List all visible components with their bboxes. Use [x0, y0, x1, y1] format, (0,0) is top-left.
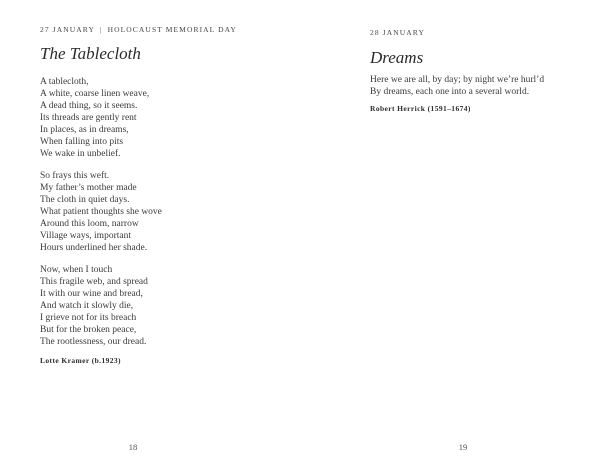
poem-line: By dreams, each one into a several world.	[370, 87, 530, 97]
poem-line: Village ways, important	[40, 231, 131, 241]
stanza	[40, 76, 162, 160]
poem-line: Here we are all, by day; by night we’re hurl’d	[370, 75, 545, 85]
right-author-credit: Robert Herrick (1591–1674)	[370, 104, 471, 113]
left-poem-title: The Tablecloth	[40, 44, 141, 63]
poem-line: A white, coarse linen weave,	[40, 89, 150, 99]
right-page-number: 19	[458, 442, 468, 452]
stanza	[370, 74, 544, 98]
poem-line: We wake in unbelief.	[40, 149, 121, 159]
poem-line: The cloth in quiet days.	[40, 195, 130, 205]
poem-line: The rootlessness, our dread.	[40, 337, 147, 347]
right-poem-body	[370, 74, 544, 108]
poem-line: So frays this weft.	[40, 171, 110, 181]
poem-line: This fragile web, and spread	[40, 277, 148, 287]
left-header-date: 27 JANUARY	[40, 25, 95, 34]
poem-line: A tablecloth,	[40, 77, 89, 87]
left-poem-body	[40, 76, 162, 358]
left-author-credit: Lotte Kramer (b.1923)	[40, 356, 121, 365]
right-poem-title: Dreams	[370, 48, 424, 67]
right-running-head	[370, 28, 425, 37]
poem-line: Hours underlined her shade.	[40, 243, 148, 253]
poem-line: Around this loom, narrow	[40, 219, 139, 229]
left-running-head	[40, 25, 237, 34]
poem-line: I grieve not for its breach	[40, 313, 137, 323]
poem-line: In places, as in dreams,	[40, 125, 129, 135]
left-page-number: 18	[128, 442, 138, 452]
stanza	[40, 170, 162, 254]
poem-line: When falling into pits	[40, 137, 124, 147]
poem-line: A dead thing, so it seems.	[40, 101, 138, 111]
poem-line: My father’s mother made	[40, 183, 137, 193]
poem-line: What patient thoughts she wove	[40, 207, 162, 217]
stanza	[40, 264, 162, 348]
poem-line: Its threads are gently rent	[40, 113, 137, 123]
left-header-occasion: HOLOCAUST MEMORIAL DAY	[107, 25, 237, 34]
poem-line: And watch it slowly die,	[40, 301, 134, 311]
poem-line: Now, when I touch	[40, 265, 113, 275]
right-header-date: 28 JANUARY	[370, 28, 425, 37]
poem-line: It with our wine and bread,	[40, 289, 143, 299]
header-separator: |	[99, 25, 103, 34]
poem-line: But for the broken peace,	[40, 325, 137, 335]
